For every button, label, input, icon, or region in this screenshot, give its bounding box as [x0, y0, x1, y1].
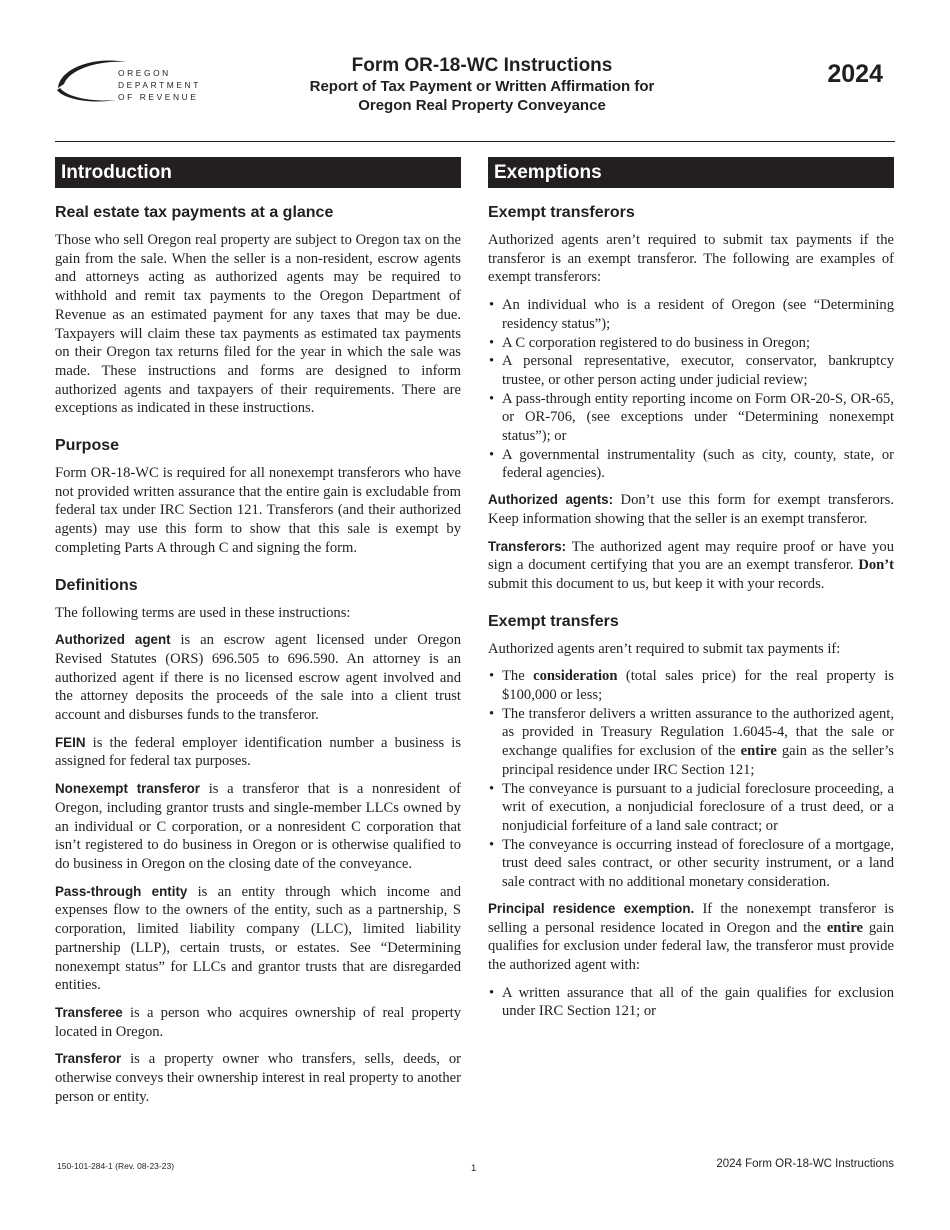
logo-line-1: OREGON: [118, 68, 171, 78]
heading-definitions: Definitions: [55, 576, 138, 594]
list-item: • The consideration (total sales price) for the real property is $100,000 or less;: [488, 667, 894, 704]
definition-text: is a transferor that is a nonresident of Oregon, including grantor trusts and single-member LLCs owned by an individual or C corporation, or a nonresident C corporation that isn’t registered to do business in Oregon or is otherwise qualified to do business in Oregon on the closing date of the conveyance.: [55, 781, 461, 872]
definition-authorized-agent: [55, 631, 461, 725]
right-column: [488, 157, 894, 1029]
authorized-agents-note: [488, 491, 894, 528]
oregon-dor-logo: [54, 54, 204, 106]
purpose-paragraph: Form OR-18-WC is required for all nonexempt transferors who have not provided written assurance that the entire gain is excludable from federal tax under IRC Section 121. Transferors (and their authorized agents) may use this form to show that this sale is exempt by completing Parts A through C and signing the form.: [55, 465, 461, 556]
form-subtitle-line-1: Report of Tax Payment or Written Affirmation for: [309, 78, 655, 95]
list-item: • An individual who is a resident of Oregon (see “Determining residency status”);: [488, 296, 894, 333]
note-term: Principal residence exemption.: [488, 900, 695, 916]
definition-term: Authorized agent: [55, 632, 171, 648]
heading-at-a-glance: Real estate tax payments at a glance: [55, 204, 334, 221]
definition-term: Nonexempt transferor: [55, 781, 200, 797]
tax-year: 2024: [827, 60, 883, 88]
definition-text: is a property owner who transfers, sells, deeds, or otherwise conveys their ownership interest in real property to another person or entity.: [55, 1051, 461, 1105]
list-item: • A written assurance that all of the gain qualifies for exclusion under IRC Section 121; or: [488, 984, 894, 1021]
list-item: • A governmental instrumentality (such as city, county, state, or federal agencies).: [488, 446, 894, 483]
heading-exempt-transferors: Exempt transferors: [488, 204, 635, 221]
logo-line-3: OF REVENUE: [118, 92, 199, 102]
definition-nonexempt-transferor: [55, 780, 461, 874]
exempt-transferors-intro: Authorized agents aren’t required to submit tax payments if the transferor is an exempt transferor. The following are examples of exempt transferors:: [488, 232, 894, 286]
transferors-note: [488, 538, 894, 594]
document-header: [262, 55, 702, 115]
section-banner-exemptions: Exemptions: [488, 157, 894, 188]
principal-residence-exemption: Principal residence exemption. If the nonexempt transferor is selling a personal residence located in Oregon and the entire gain qualifies for exclusion under federal law, the transferor must provide the authorized agent with:: [488, 900, 894, 973]
heading-purpose: Purpose: [55, 437, 120, 455]
logo-line-2: DEPARTMENT: [118, 80, 201, 90]
definition-transferor: [55, 1050, 461, 1106]
list-item: • The conveyance is pursuant to a judicial foreclosure proceeding, a writ of execution, a nonjudicial foreclosure of a trust deed, or a nonjudicial forfeiture of a land sale contract; or: [488, 780, 894, 836]
note-text: submit this document to us, but keep it with your records.: [488, 575, 825, 592]
list-item: • A C corporation registered to do business in Oregon;: [488, 334, 894, 353]
note-text: The authorized agent may require proof or have you sign a document certifying that you are an exempt transferor.: [488, 538, 894, 574]
definition-transferee: [55, 1004, 461, 1041]
glance-paragraph: Those who sell Oregon real property are subject to Oregon tax on the gain from the sale. When the seller is a non-resident, escrow agents and attorneys acting as authorized agents may be required to withhold and remit tax payments to the Oregon Department of Revenue as an estimated payment for any taxes that may be due. Taxpayers will claim these tax payments as estimated tax payments on their Oregon tax returns filed for the year in which the sale was made. These instructions and forms are designed to inform authorized agents and taxpayers of their requirements. There are exceptions as indicated in these instructions.: [55, 232, 461, 417]
form-title: Form OR-18-WC Instructions: [351, 55, 613, 76]
note-emphasis: Don’t: [858, 557, 894, 574]
definition-term: Transferee: [55, 1004, 123, 1020]
definition-fein: [55, 734, 461, 771]
definitions-intro: The following terms are used in these instructions:: [55, 604, 351, 621]
definition-text: is a person who acquires ownership of real property located in Oregon.: [55, 1004, 461, 1040]
list-item: • A personal representative, executor, conservator, bankruptcy trustee, or other person acting under judicial review;: [488, 352, 894, 389]
definition-term: FEIN: [55, 734, 86, 750]
definition-term: Pass-through entity: [55, 883, 188, 899]
definition-text: is an escrow agent licensed under Oregon Revised Statutes (ORS) 696.505 to 696.590. An attorney is an authorized agent if there is no licensed escrow agent involved and the attorney deposits the proceeds of the sale into a client trust account and disburses funds to the transferor.: [55, 632, 461, 724]
footer-form-title: 2024 Form OR-18-WC Instructions: [716, 1158, 894, 1170]
list-item: • The conveyance is occurring instead of foreclosure of a mortgage, trust deed sales contract, or other security instrument, or a land sale contract with no additional monetary consideration.: [488, 836, 894, 892]
note-term: Transferors:: [488, 538, 567, 554]
footer-page-number: 1: [471, 1163, 477, 1174]
list-item: • The transferor delivers a written assurance to the authorized agent, as provided in Treasury Regulation 1.6045-4, that the sale or exchange qualifies for exclusion of the entire gain as the seller’s principal residence under IRC Section 121;: [488, 705, 894, 780]
note-term: Authorized agents:: [488, 492, 614, 508]
header-divider: [55, 141, 895, 142]
exempt-transferors-list: [488, 296, 894, 483]
left-column: [55, 157, 461, 1115]
definition-term: Transferor: [55, 1051, 122, 1067]
note-text: Don’t use this form for exempt transferors. Keep information showing that the seller is an exempt transferor.: [488, 492, 894, 527]
form-subtitle-line-2: Oregon Real Property Conveyance: [358, 97, 606, 114]
footer-form-id: 150-101-284-1 (Rev. 08-23-23): [57, 1161, 175, 1171]
definition-text: is an entity through which income and expenses flow to the owners of the entity, such as a partnership, S corporation, limited liability company (LLC), limited liability partnership (LLP), certain trusts, or estates. See “Determining nonexempt status” for LLCs and grantor trusts that are disregarded entities.: [55, 883, 462, 994]
definition-pass-through-entity: [55, 883, 461, 995]
exempt-transfers-list: [488, 667, 894, 891]
section-banner-introduction: Introduction: [55, 157, 461, 188]
heading-exempt-transfers: Exempt transfers: [488, 612, 619, 630]
exempt-transfers-intro: Authorized agents aren’t required to submit tax payments if:: [488, 640, 841, 657]
definition-text: is the federal employer identification number a business is assigned for federal tax purposes.: [55, 734, 461, 770]
principal-residence-list: [488, 984, 894, 1021]
list-item: • A pass-through entity reporting income on Form OR-20-S, OR-65, or OR-706, (see exceptions under “Determining nonexempt status”); or: [488, 390, 894, 446]
